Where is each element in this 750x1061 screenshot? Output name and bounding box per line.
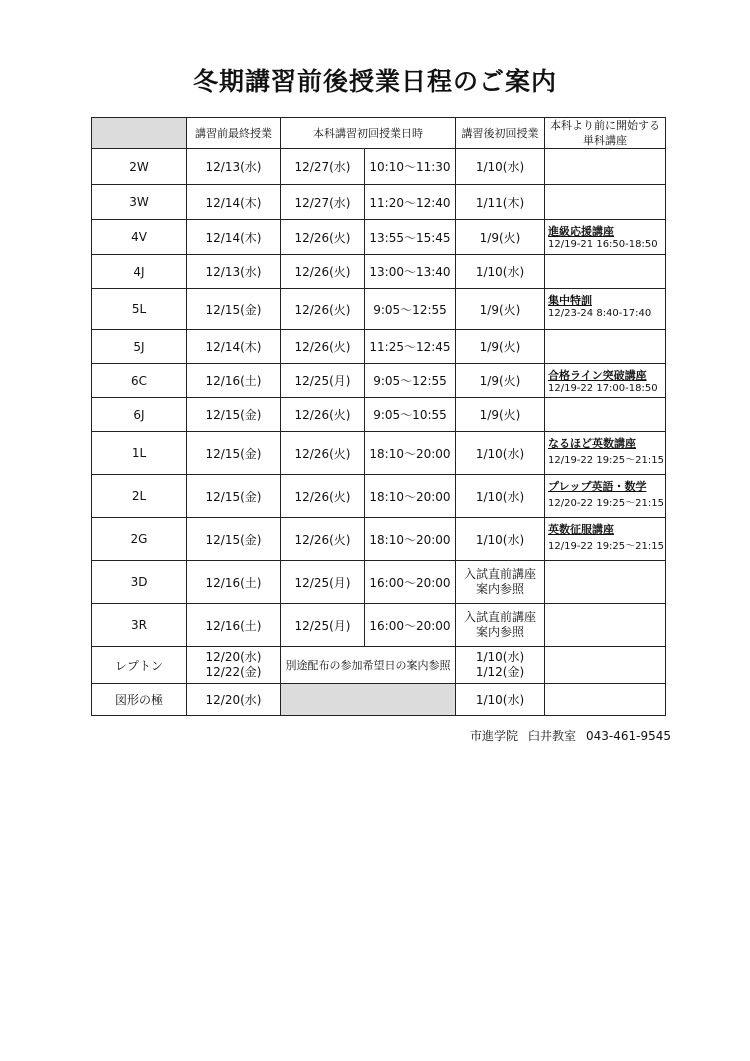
after-cell: 1/9(火) — [456, 289, 545, 330]
extra-course-cell — [545, 684, 666, 716]
first-date-cell: 12/26(火) — [281, 475, 365, 518]
table-row — [92, 398, 666, 432]
after-line1: 1/10(水) — [475, 650, 525, 664]
class-cell: 6J — [92, 398, 187, 432]
table-row — [92, 289, 666, 330]
extra-course-cell — [545, 289, 666, 330]
last-before-cell: 12/13(水) — [187, 255, 281, 289]
table-row — [92, 647, 666, 684]
header-extra — [545, 118, 666, 149]
class-cell: 3D — [92, 561, 187, 604]
class-cell: 6C — [92, 364, 187, 398]
first-time-cell: 9:05～12:55 — [365, 364, 456, 398]
course-title: 英数征服講座 — [548, 523, 614, 536]
extra-course-cell — [545, 330, 666, 364]
after-cell: 1/9(火) — [456, 398, 545, 432]
header-class — [92, 118, 187, 149]
class-cell: 4V — [92, 220, 187, 255]
first-date-cell: 12/26(火) — [281, 330, 365, 364]
first-time-cell: 16:00～20:00 — [365, 604, 456, 647]
after-cell — [456, 647, 545, 684]
blank-shaded-cell — [281, 684, 456, 716]
extra-course-cell — [545, 149, 666, 185]
first-time-cell: 9:05～10:55 — [365, 398, 456, 432]
table-row — [92, 255, 666, 289]
header-first-main: 本科講習初回授業日時 — [281, 118, 456, 149]
last-before-cell: 12/14(木) — [187, 330, 281, 364]
header-first-after: 講習後初回授業 — [456, 118, 545, 149]
first-time-cell: 9:05～12:55 — [365, 289, 456, 330]
first-date-cell: 12/25(月) — [281, 604, 365, 647]
first-date-cell: 12/25(月) — [281, 561, 365, 604]
first-time-cell: 10:10～11:30 — [365, 149, 456, 185]
extra-course-cell — [545, 604, 666, 647]
after-line2: 案内参照 — [475, 582, 524, 596]
table-row — [92, 330, 666, 364]
after-cell: 1/10(水) — [456, 432, 545, 475]
course-title: 集中特訓 — [548, 294, 592, 307]
first-date-cell: 12/25(月) — [281, 364, 365, 398]
last-before-cell: 12/14(木) — [187, 185, 281, 220]
course-date: 12/19-22 19:25～21:15 — [548, 541, 664, 552]
extra-course-cell — [545, 185, 666, 220]
last-before-cell: 12/15(金) — [187, 398, 281, 432]
after-cell — [456, 561, 545, 604]
first-time-cell: 18:10～20:00 — [365, 475, 456, 518]
table-row — [92, 220, 666, 255]
last-line2: 12/22(金) — [205, 665, 262, 679]
after-cell: 1/10(水) — [456, 255, 545, 289]
first-date-cell: 12/26(火) — [281, 289, 365, 330]
table-row — [92, 364, 666, 398]
after-line2: 案内参照 — [475, 625, 524, 639]
after-cell: 1/11(木) — [456, 185, 545, 220]
first-date-cell: 12/26(火) — [281, 432, 365, 475]
header-extra-line2: 単科講座 — [583, 134, 627, 147]
first-time-cell: 13:00～13:40 — [365, 255, 456, 289]
after-cell: 1/9(火) — [456, 330, 545, 364]
course-date: 12/20-22 19:25～21:15 — [548, 498, 664, 509]
school-name: 市進学院 — [470, 729, 519, 743]
phone-number: 043-461-9545 — [586, 729, 672, 743]
last-before-cell: 12/20(水) — [187, 684, 281, 716]
first-time-cell: 18:10～20:00 — [365, 432, 456, 475]
last-before-cell: 12/16(土) — [187, 561, 281, 604]
class-cell: 5J — [92, 330, 187, 364]
first-time-cell: 18:10～20:00 — [365, 518, 456, 561]
after-cell: 1/10(水) — [456, 475, 545, 518]
class-cell: 4J — [92, 255, 187, 289]
table-row — [92, 185, 666, 220]
class-cell: 1L — [92, 432, 187, 475]
first-date-cell: 12/26(火) — [281, 255, 365, 289]
class-cell: 2W — [92, 149, 187, 185]
lepton-note: 別途配布の参加希望日の案内参照 — [281, 647, 456, 684]
extra-course-cell — [545, 647, 666, 684]
table-row — [92, 684, 666, 716]
table-row — [92, 432, 666, 475]
extra-course-cell — [545, 561, 666, 604]
first-time-cell: 11:20～12:40 — [365, 185, 456, 220]
course-title: 進級応援講座 — [548, 225, 614, 238]
after-cell: 1/10(水) — [456, 684, 545, 716]
class-cell: 2L — [92, 475, 187, 518]
last-before-cell: 12/14(木) — [187, 220, 281, 255]
table-row — [92, 518, 666, 561]
extra-course-cell — [545, 518, 666, 561]
last-before-cell: 12/13(水) — [187, 149, 281, 185]
first-time-cell: 16:00～20:00 — [365, 561, 456, 604]
after-line1: 入試直前講座 — [463, 567, 536, 581]
page-title: 冬期講習前後授業日程のご案内 — [192, 67, 557, 96]
last-before-cell: 12/15(金) — [187, 432, 281, 475]
first-date-cell: 12/26(火) — [281, 220, 365, 255]
class-cell: 2G — [92, 518, 187, 561]
extra-course-cell — [545, 398, 666, 432]
course-date: 12/19-22 19:25～21:15 — [548, 455, 664, 466]
first-date-cell: 12/26(火) — [281, 398, 365, 432]
after-line2: 1/12(金) — [475, 665, 525, 679]
first-time-cell: 13:55～15:45 — [365, 220, 456, 255]
first-date-cell: 12/26(火) — [281, 518, 365, 561]
class-cell: 5L — [92, 289, 187, 330]
course-date: 12/19-21 16:50-18:50 — [548, 239, 658, 250]
table-row — [92, 149, 666, 185]
extra-course-cell — [545, 255, 666, 289]
class-cell: 図形の極 — [92, 684, 187, 716]
extra-course-cell — [545, 220, 666, 255]
header-row — [92, 118, 666, 149]
schedule-table — [91, 117, 666, 716]
after-cell: 1/10(水) — [456, 149, 545, 185]
last-before-cell: 12/15(金) — [187, 289, 281, 330]
after-cell — [456, 604, 545, 647]
after-cell: 1/10(水) — [456, 518, 545, 561]
table-row — [92, 561, 666, 604]
first-time-cell: 11:25～12:45 — [365, 330, 456, 364]
first-date-cell: 12/27(水) — [281, 149, 365, 185]
course-date: 12/23-24 8:40-17:40 — [548, 308, 652, 319]
table-row — [92, 475, 666, 518]
course-title: 合格ライン突破講座 — [548, 369, 647, 382]
table-row — [92, 604, 666, 647]
extra-course-cell — [545, 432, 666, 475]
last-before-cell: 12/16(土) — [187, 364, 281, 398]
class-cell: レプトン — [92, 647, 187, 684]
class-cell: 3R — [92, 604, 187, 647]
header-extra-line1: 本科より前に開始する — [550, 119, 660, 132]
first-date-cell: 12/27(水) — [281, 185, 365, 220]
after-line1: 入試直前講座 — [463, 610, 536, 624]
class-cell: 3W — [92, 185, 187, 220]
extra-course-cell — [545, 475, 666, 518]
after-cell: 1/9(火) — [456, 220, 545, 255]
extra-course-cell — [545, 364, 666, 398]
footer-contact — [470, 727, 681, 744]
course-title: プレップ英語・数学 — [548, 480, 647, 493]
last-before-cell — [187, 647, 281, 684]
last-before-cell: 12/15(金) — [187, 475, 281, 518]
last-line1: 12/20(水) — [205, 650, 262, 664]
last-before-cell: 12/15(金) — [187, 518, 281, 561]
course-title: なるほど英数講座 — [548, 437, 636, 450]
course-date: 12/19-22 17:00-18:50 — [548, 383, 658, 394]
header-last-before: 講習前最終授業 — [187, 118, 281, 149]
last-before-cell: 12/16(土) — [187, 604, 281, 647]
after-cell: 1/9(火) — [456, 364, 545, 398]
room-name: 臼井教室 — [528, 729, 577, 743]
